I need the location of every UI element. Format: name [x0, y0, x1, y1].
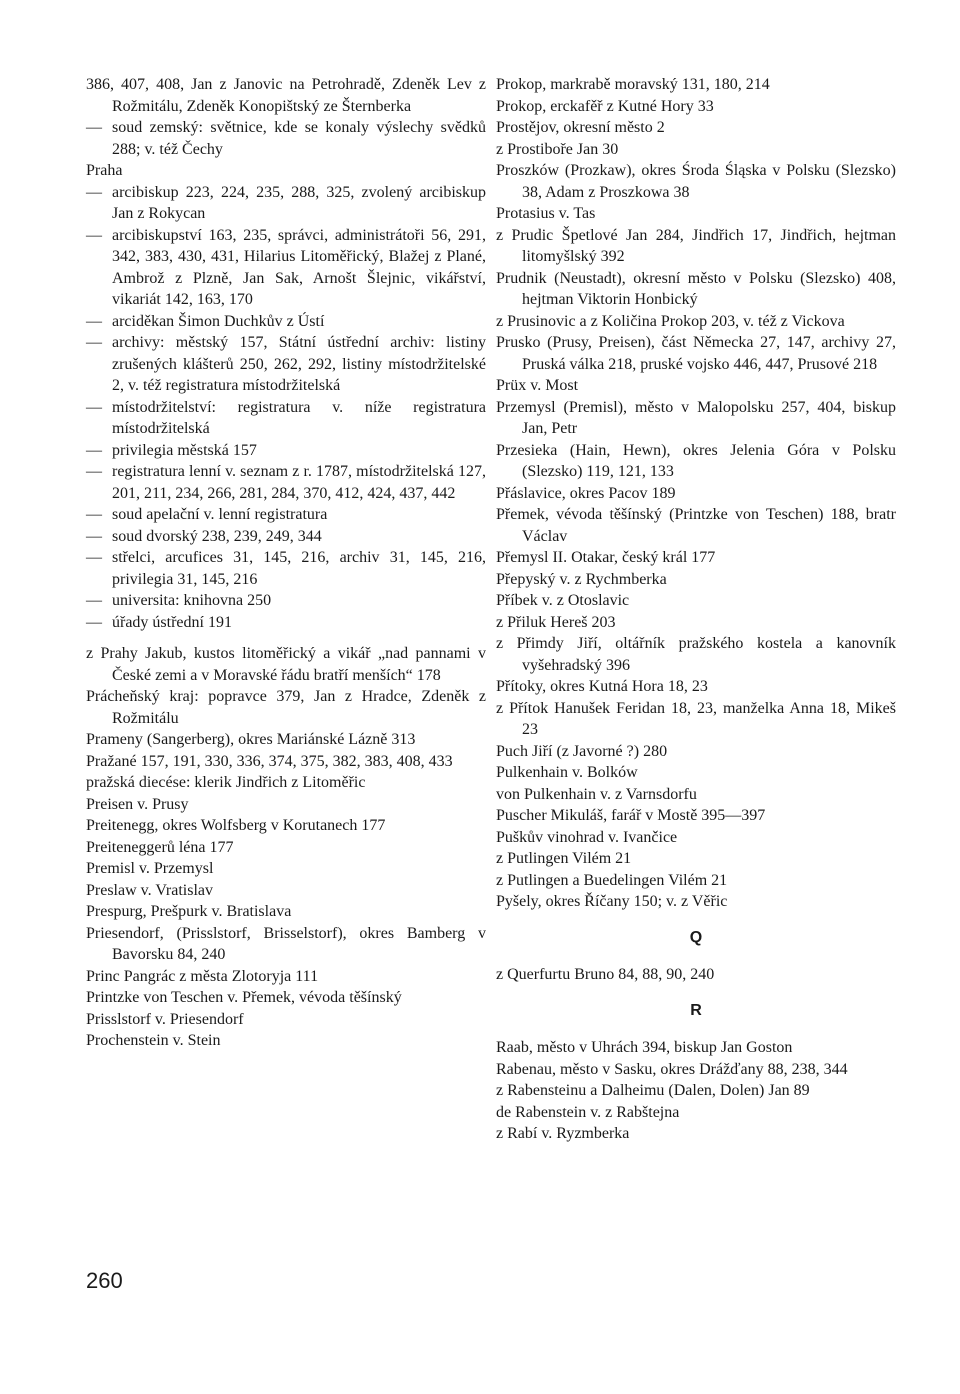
index-entry: Prameny (Sangerberg), okres Mariánské Lázně 313	[86, 731, 416, 748]
index-entry: Přítoky, okres Kutná Hora 18, 23	[496, 678, 708, 695]
index-entry: Premisl v. Przemysl	[86, 860, 214, 877]
index-entry: von Pulkenhain v. z Varnsdorfu	[496, 785, 697, 803]
index-entry: Puscher Mikuláš, farář v Mostě 395—397	[496, 807, 766, 824]
index-entry: Princ Pangrác z města Zlotoryja 111	[86, 967, 319, 985]
index-subentry: — úřady ústřední 191	[86, 612, 486, 634]
index-subentry: — místodržitelství: registratura v. níže registratura místodržitelská	[86, 397, 486, 440]
index-entry: Pulkenhain v. Bolków	[496, 764, 638, 781]
index-entry: Pražané 157, 191, 330, 336, 374, 375, 382, 383, 408, 433	[86, 752, 453, 770]
index-entry: Prochenstein v. Stein	[86, 1032, 221, 1049]
index-subentry: — arciděkan Šimon Duchkův z Ústí	[86, 311, 486, 333]
index-entry: z Přítok Hanušek Feridan 18, 23, manželka Anna 18, Mikeš 23	[496, 699, 896, 738]
index-subentry: — archivy: městský 157, Státní ústřední archiv: listiny zrušených klášterů 250, 262, 292, listiny místodržitelské 2, v. též registratura místodržitelská	[86, 332, 486, 397]
index-entry: Pyšely, okres Říčany 150; v. z Věřic	[496, 893, 728, 910]
index-entry: Přemek, vévoda těšínský (Printzke von Teschen) 188, bratr Václav	[496, 506, 896, 545]
index-entry: Prespurg, Prešpurk v. Bratislava	[86, 903, 292, 920]
index-subentry: — arcibiskup 223, 224, 235, 288, 325, zvolený arcibiskup Jan z Rokycan	[86, 182, 486, 225]
index-entry: Preisen v. Prusy	[86, 795, 189, 813]
index-entry: Protasius v. Tas	[496, 205, 596, 222]
index-entry: z Rabensteinu a Dalheimu (Dalen, Dolen) Jan 89	[496, 1082, 810, 1099]
index-subentry: — soud dvorský 238, 239, 249, 344	[86, 526, 486, 548]
index-entry: Prudnik (Neustadt), okresní město v Polsku (Slezsko) 408, hejtman Viktorin Honbický	[496, 269, 896, 308]
index-entry: Przemysl (Premisl), město v Malopolsku 257, 404, biskup Jan, Petr	[496, 398, 896, 437]
index-entry: Prostějov, okresní město 2	[496, 119, 665, 136]
index-entry: Přáslavice, okres Pacov 189	[496, 484, 676, 502]
index-entry: z Putlingen a Buedelingen Vilém 21	[496, 871, 728, 889]
index-subentry: — universita: knihovna 250	[86, 590, 486, 612]
index-subentry: — privilegia městská 157	[86, 440, 486, 462]
page-number: 260	[86, 1268, 123, 1293]
index-entry: z Querfurtu Bruno 84, 88, 90, 240	[496, 966, 715, 983]
index-entry: Prácheňský kraj: popravce 379, Jan z Hradce, Zdeněk z Rožmitálu	[86, 688, 486, 727]
index-subentry: — soud zemský: světnice, kde se konaly výslechy svědků 288; v. též Čechy	[86, 117, 486, 160]
index-entry: Preslaw v. Vratislav	[86, 881, 214, 899]
index-entry: Proszków (Prozkaw), okres Środa Śląska v Polsku (Slezsko) 38, Adam z Proszkowa 38	[496, 162, 896, 201]
section-letter: Q	[689, 928, 703, 946]
left-column	[86, 74, 486, 1052]
index-entry: Příbek v. z Otoslavic	[496, 592, 630, 609]
index-heading: Praha	[86, 162, 123, 179]
index-entry: Priesendorf, (Prisslstorf, Brisselstorf), okres Bamberg v Bavorsku 84, 240	[86, 924, 486, 963]
index-entry: Přepyský v. z Rychmberka	[496, 570, 667, 588]
index-entry: de Rabenstein v. z Rabštejna	[496, 1103, 680, 1121]
index-entry: Puškův vinohrad v. Ivančice	[496, 828, 678, 846]
index-entry: Printzke von Teschen v. Přemek, vévoda těšínský	[86, 989, 402, 1006]
index-subentry: — arcibiskupství 163, 235, správci, administrátoři 56, 291, 342, 383, 430, 431, Hilarius Litoměřický, Blažej z Plané, Ambrož z Plzně, Jan Sak, Arnošt Šlejnic, vikářství, vikariát 142, 163, 170	[86, 225, 486, 311]
index-entry: Prusko (Prusy, Preisen), část Německa 27, 147, archivy 27, Pruská válka 218, pruské vojsko 446, 447, Prusové 218	[496, 334, 896, 373]
index-subentry: — registratura lenní v. seznam z r. 1787, místodržitelská 127, 201, 211, 234, 266, 281, 284, 370, 412, 424, 437, 442	[86, 461, 486, 504]
index-entry: Prisslstorf v. Priesendorf	[86, 1010, 244, 1028]
index-entry: z Přiluk Hereš 203	[496, 613, 616, 631]
index-subentry: — střelci, arcufices 31, 145, 216, archiv 31, 145, 216, privilegia 31, 145, 216	[86, 547, 486, 590]
index-entry: Raab, město v Uhrách 394, biskup Jan Goston	[496, 1039, 793, 1056]
index-entry: z Přimdy Jiří, oltářník pražského kostela a kanovník vyšehradský 396	[496, 635, 896, 674]
index-entry: Rabenau, město v Sasku, okres Drážďany 88, 238, 344	[496, 1060, 848, 1078]
index-entry: z Prusinovic a z Količina Prokop 203, v. též z Vickova	[496, 312, 845, 330]
index-entry: Prokop, erckafěř z Kutné Hory 33	[496, 97, 714, 115]
index-entry: z Prudic Špetlové Jan 284, Jindřich 17, Jindřich, hejtman litomyšlský 392	[496, 226, 896, 265]
index-entry: 386, 407, 408, Jan z Janovic na Petrohradě, Zdeněk Lev z Rožmitálu, Zdeněk Konopištský ze Šternberka	[86, 76, 486, 115]
index-entry: Prüx v. Most	[496, 377, 579, 394]
index-entry: z Prahy Jakub, kustos litoměřický a vikář „nad pannami v České zemi a v Moravské řádu bratří menších“ 178	[86, 645, 486, 684]
index-entry: z Rabí v. Ryzmberka	[496, 1125, 630, 1142]
spacer	[86, 633, 486, 643]
index-entry: Puch Jiří (z Javorné ?) 280	[496, 742, 668, 760]
index-entry: Přemysl II. Otakar, český král 177	[496, 549, 716, 566]
index-entry: Przesieka (Hain, Hewn), okres Jelenia Góra v Polsku (Slezsko) 119, 121, 133	[496, 441, 896, 480]
section-letter: R	[690, 1001, 702, 1019]
index-entry: Preiteneggerů léna 177	[86, 838, 234, 856]
index-entry: Preitenegg, okres Wolfsberg v Korutanech 177	[86, 817, 386, 834]
index-entry: z Prostiboře Jan 30	[496, 140, 619, 158]
index-subentry: — soud apelační v. lenní registratura	[86, 504, 486, 526]
index-entry: Prokop, markrabě moravský 131, 180, 214	[496, 76, 770, 93]
index-entry: pražská diecése: klerik Jindřich z Litoměřic	[86, 774, 366, 791]
index-entry: z Putlingen Vilém 21	[496, 850, 632, 867]
right-column	[496, 74, 896, 1145]
